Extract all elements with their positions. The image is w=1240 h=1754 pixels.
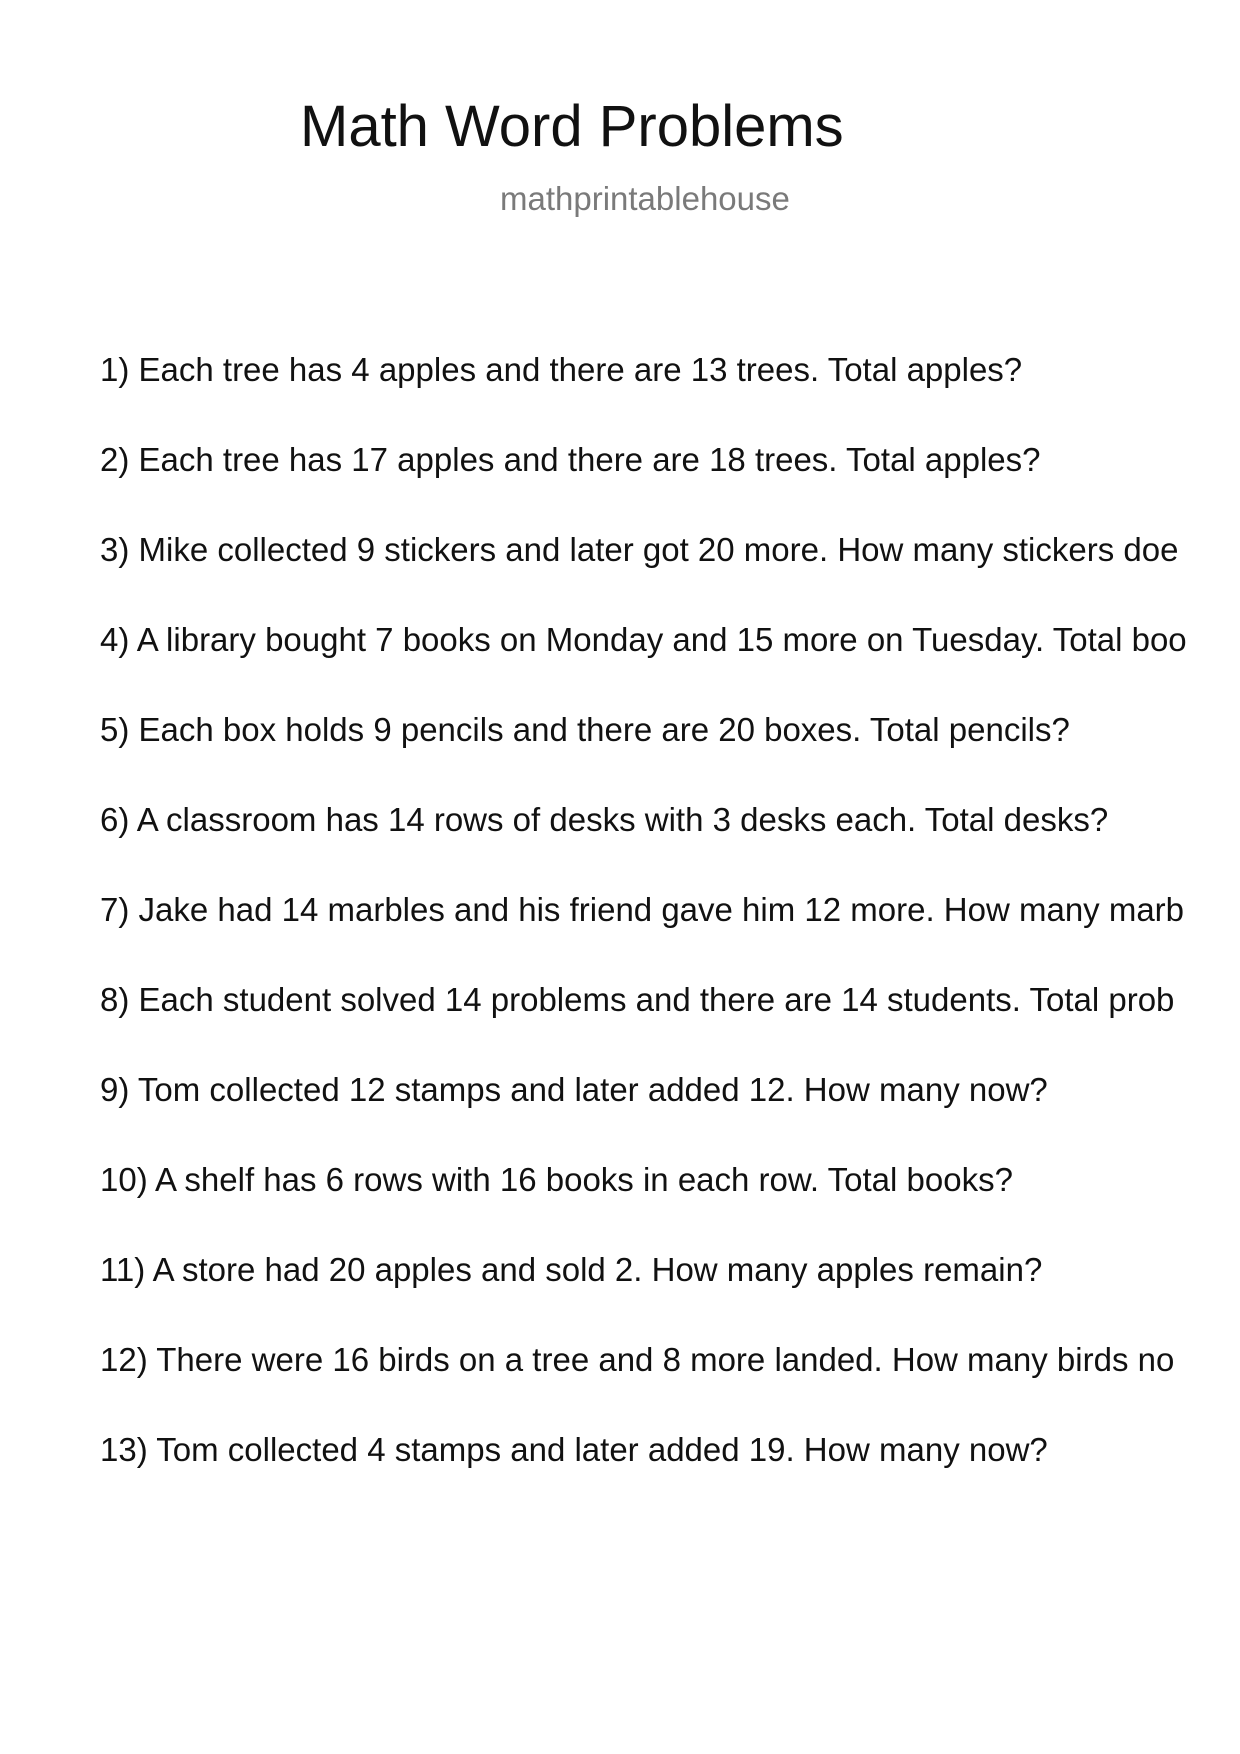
problem-item: 10) A shelf has 6 rows with 16 books in each row. Total books? — [100, 1161, 1013, 1198]
problem-item: 1) Each tree has 4 apples and there are 13 trees. Total apples? — [100, 351, 1023, 388]
problem-item: 4) A library bought 7 books on Monday and 15 more on Tuesday. Total boo — [100, 621, 1187, 658]
problem-item: 8) Each student solved 14 problems and there are 14 students. Total prob — [100, 981, 1175, 1018]
problem-item: 13) Tom collected 4 stamps and later added 19. How many now? — [100, 1431, 1048, 1468]
problem-item: 9) Tom collected 12 stamps and later added 12. How many now? — [100, 1071, 1048, 1108]
problem-item: 11) A store had 20 apples and sold 2. How many apples remain? — [100, 1251, 1043, 1288]
problem-item: 3) Mike collected 9 stickers and later got 20 more. How many stickers doe — [100, 531, 1179, 568]
problem-item: 6) A classroom has 14 rows of desks with 3 desks each. Total desks? — [100, 801, 1109, 838]
problem-item: 5) Each box holds 9 pencils and there are 20 boxes. Total pencils? — [100, 711, 1070, 748]
page-subtitle: mathprintablehouse — [500, 180, 790, 217]
page-title: Math Word Problems — [300, 94, 844, 159]
problem-list — [100, 348, 1187, 1518]
problem-item: 12) There were 16 birds on a tree and 8 more landed. How many birds no — [100, 1341, 1175, 1378]
problem-item: 2) Each tree has 17 apples and there are 18 trees. Total apples? — [100, 441, 1041, 478]
problem-item: 7) Jake had 14 marbles and his friend gave him 12 more. How many marb — [100, 891, 1185, 928]
